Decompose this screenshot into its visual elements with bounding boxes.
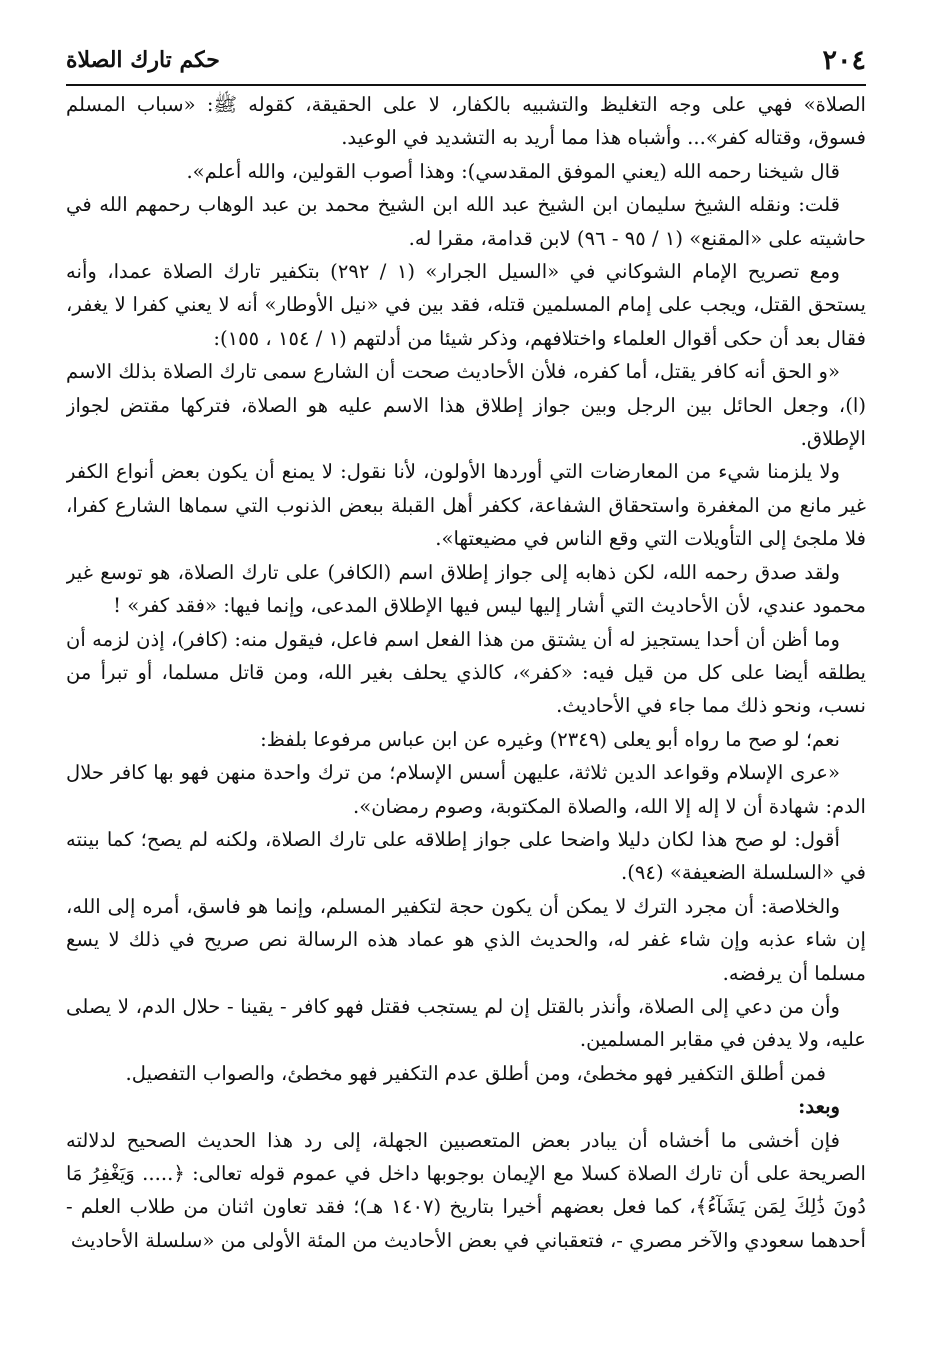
paragraph: أقول: لو صح هذا لكان دليلا واضحا على جواز إطلاقه على تارك الصلاة، ولكنه لم يصح؛ كما بينته في «السلسلة الضعيفة» (٩٤). bbox=[66, 827, 866, 885]
page-body bbox=[66, 88, 866, 1350]
paragraph: ولقد صدق رحمه الله، لكن ذهابه إلى جواز إطلاق اسم (الكافر) على تارك الصلاة، هو توسع غير محمود عندي، لأن الأحاديث التي أشار إليها ليس فيها الإطلاق المدعى، وإنما فيها: «فقد كفر» ! bbox=[66, 560, 866, 618]
paragraph: نعم؛ لو صح ما رواه أبو يعلى (٢٣٤٩) وغيره عن ابن عباس مرفوعا بلفظ: bbox=[260, 727, 840, 751]
paragraph: «عرى الإسلام وقواعد الدين ثلاثة، عليهن أسس الإسلام؛ من ترك واحدة منهن فهو بها كافر حلال الدم: شهادة أن لا إله إلا الله، والصلاة المكتوبة، وصوم رمضان». bbox=[66, 761, 866, 818]
paragraph: وما أظن أن أحدا يستجيز له أن يشتق من هذا الفعل اسم فاعل، فيقول منه: (كافر)، إذن لزمه أن يطلقه أيضا على كل من قيل فيه: «كفر»، كالذي يحلف بغير الله، ومن قاتل مسلما، أو تبرأ من نسب، ونحو ذلك مما جاء في الأحاديث. bbox=[66, 627, 866, 718]
paragraph: ومع تصريح الإمام الشوكاني في «السيل الجرار» (١ / ٢٩٢) بتكفير تارك الصلاة عمدا، وأنه يستحق القتل، ويجب على إمام المسلمين قتله، فقد بين في «نيل الأوطار» أنه لا يعني كفرا لا يغفر، فقال بعد أن حكى أقوال العلماء واختلافهم، وذكر شيئا من أدلتهم (١ / ١٥٤ ، ١٥٥): bbox=[66, 260, 866, 350]
paragraph: فمن أطلق التكفير فهو مخطئ، ومن أطلق عدم التكفير فهو مخطئ، والصواب التفصيل. bbox=[125, 1061, 826, 1085]
paragraph: «و الحق أنه كافر يقتل، أما كفره، فلأن الأحاديث صحت أن الشارع سمى تارك الصلاة بذلك الاسم (ا)، وجعل الحائل بين الرجل وبين جواز إطلاق هذا الاسم عليه هو الصلاة، فتركها مقتض لجواز الإطلاق. bbox=[66, 360, 866, 451]
paragraph: قلت: ونقله الشيخ سليمان ابن الشيخ عبد الله ابن الشيخ محمد بن عبد الوهاب رحمهم الله في حاشيته على «المقنع» (١ / ٩٥ - ٩٦) لابن قدامة، مقرا له. bbox=[66, 193, 866, 250]
paragraph: ولا يلزمنا شيء من المعارضات التي أوردها الأولون، لأنا نقول: لا يمنع أن يكون بعض أنواع الكفر غير مانع من المغفرة واستحقاق الشفاعة، ككفر أهل القبلة ببعض الذنوب التي سماها الشارع كفرا، فلا ملجئ إلى التأويلات التي وقع الناس في مضيعتها». bbox=[66, 460, 866, 551]
paragraph: الصلاة» فهي على وجه التغليظ والتشبيه بالكفار، لا على الحقيقة، كقوله ﷺ: «سباب المسلم فسوق، وقتاله كفر»... وأشباه هذا مما أريد به التشديد في الوعيد. bbox=[66, 93, 866, 150]
paragraph: والخلاصة: أن مجرد الترك لا يمكن أن يكون حجة لتكفير المسلم، وإنما هو فاسق، أمره إلى الله، إن شاء عذبه وإن شاء غفر له، والحديث الذي هو عماد هذه الرسالة نص صريح في ذلك لا يسع مسلما أن يرفضه. bbox=[66, 894, 866, 985]
paragraph: قال شيخنا رحمه الله (يعني الموفق المقدسي): وهذا أصوب القولين، والله أعلم». bbox=[186, 159, 840, 183]
section-heading: وبعد: bbox=[798, 1095, 840, 1119]
running-title: حكم تارك الصلاة bbox=[66, 47, 220, 73]
paragraph: وأن من دعي إلى الصلاة، وأنذر بالقتل إن لم يستجب فقتل فهو كافر - يقينا - حلال الدم، لا يصلى عليه، ولا يدفن في مقابر المسلمين. bbox=[66, 994, 866, 1052]
page-number: ٢٠٤ bbox=[822, 44, 866, 76]
paragraph: فإن أخشى ما أخشاه أن يبادر بعض المتعصبين الجهلة، إلى رد هذا الحديث الصحيح لدلالته الصريحة على أن تارك الصلاة كسلا مع الإيمان بوجوبها داخل في عموم قوله تعالى: ﴿..... وَيَغْفِرُ مَا دُونَ ذَٰلِكَ لِمَن يَشَآءُ﴾، كما فعل بعضهم أخيرا بتاريخ (١٤٠٧ هـ)؛ فقد تعاون اثنان من طلاب العلم - أحدهما سعودي والآخر مصري -، فتعقباني في بعض الأحاديث من المئة الأولى من «سلسلة الأحاديث bbox=[66, 1128, 866, 1252]
header-rule bbox=[66, 84, 866, 86]
page-header bbox=[66, 38, 866, 82]
